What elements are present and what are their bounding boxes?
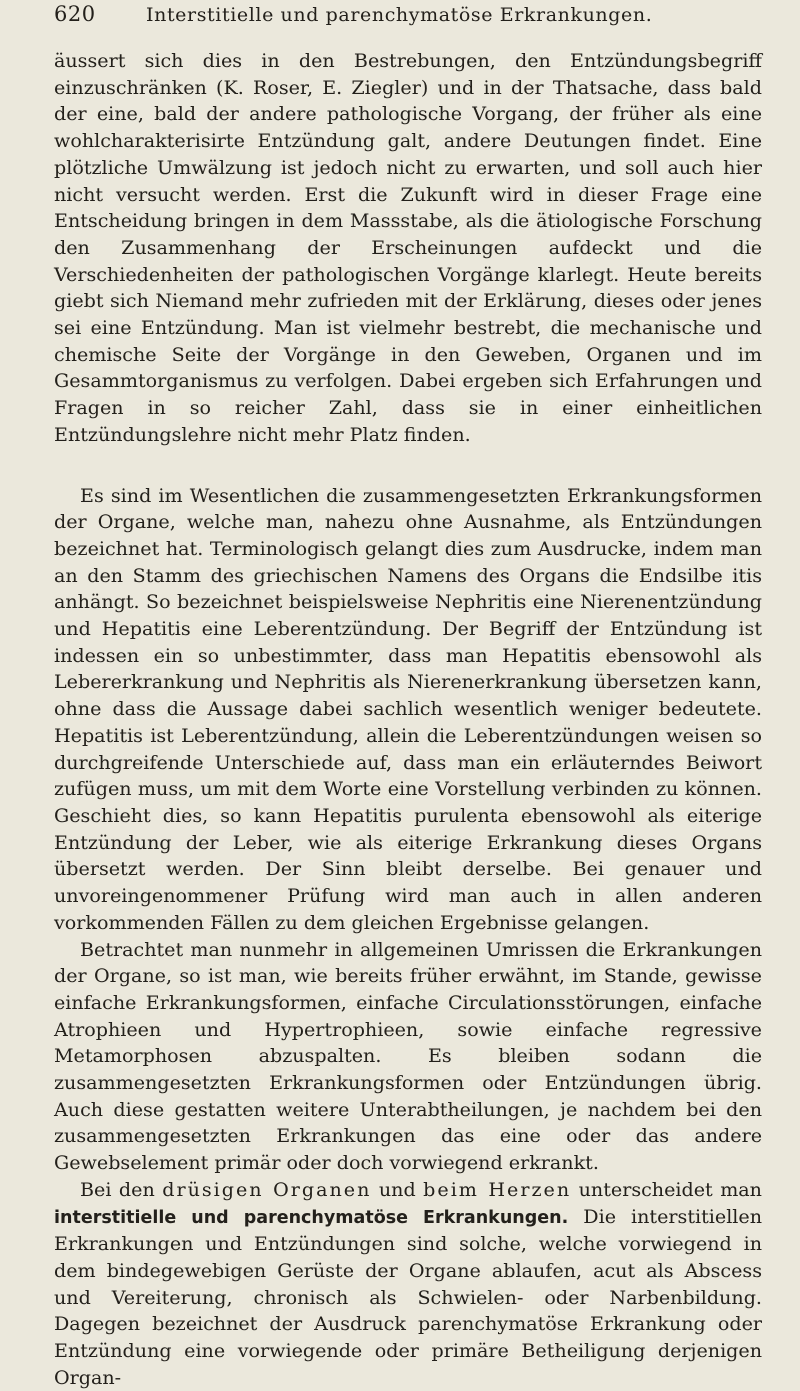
paragraph-4-text-c: unterscheidet man [571, 1177, 762, 1201]
paragraph-4-text-a: Bei den [80, 1177, 163, 1201]
paragraph-3: Betrachtet man nunmehr in allgemeinen Umrissen die Erkrankungen der Organe, so ist man, wie bereits früher erwähnt, im Stande, gewisse einfache Erkrankungsformen, einfache Circulationsstörungen, einfache Atrophieen und Hypertrophieen, sowie einfache regressive Metamorphosen abzuspalten. Es bleiben sodann die zusammengesetzten Erkrankungsformen oder Entzündungen übrig. Auch diese gestatten weitere Unterabtheilungen, je nachdem bei den zusammengesetzten Erkrankungen das eine oder das andere Gewebselement primär oder doch vorwiegend erkrankt. [54, 937, 762, 1175]
page-number: 620 [54, 2, 96, 26]
paragraph-4 [54, 1177, 762, 1391]
section-gap [54, 449, 762, 483]
spaced-term-herz: beim Herzen [423, 1177, 572, 1201]
running-head [54, 0, 762, 38]
paragraph-1: äussert sich dies in den Bestrebungen, den Entzündungsbegriff einzuschränken (K. Roser, E. Ziegler) und in der Thatsache, dass bald der eine, bald der andere pathologische Vorgang, der früher als eine wohlcharakterisirte Entzündung galt, andere Deutungen findet. Eine plötzliche Umwälzung ist jedoch nicht zu erwarten, und soll auch hier nicht versucht werden. Erst die Zukunft wird in dieser Frage eine Entscheidung bringen in dem Massstabe, als die ätiologische Forschung den Zusammenhang der Erscheinungen aufdeckt und die Verschiedenheiten der pathologischen Vorgänge klarlegt. Heute bereits giebt sich Niemand mehr zufrieden mit der Erklärung, dieses oder jenes sei eine Entzündung. Man ist vielmehr bestrebt, die mechanische und chemische Seite der Vorgänge in den Geweben, Organen und im Gesammtorganismus zu verfolgen. Dabei ergeben sich Erfahrungen und Fragen in so reicher Zahl, dass sie in einer einheitlichen Entzündungslehre nicht mehr Platz finden. [54, 49, 762, 446]
spaced-term-druesige-organe: drüsigen Organen [162, 1177, 372, 1201]
paragraph-2: Es sind im Wesentlichen die zusammengesetzten Erkrankungsformen der Organe, welche man, nahezu ohne Ausnahme, als Entzündungen bezeichnet hat. Terminologisch gelangt dies zum Ausdrucke, indem man an den Stamm des griechischen Namens des Organs die Endsilbe itis anhängt. So bezeichnet beispielsweise Nephritis eine Nierenentzündung und Hepatitis eine Leberentzündung. Der Begriff der Entzündung ist indessen ein so unbestimmter, dass man Hepatitis ebensowohl als Lebererkrankung und Nephritis als Nierenerkrankung übersetzen kann, ohne dass die Aussage dabei sachlich wesentlich weniger bedeutete. Hepatitis ist Leberentzündung, allein die Leberentzündungen weisen so durchgreifende Unterschiede auf, dass man ein erläuterndes Beiwort zufügen muss, um mit dem Worte eine Vorstellung verbinden zu können. Geschieht dies, so kann Hepatitis purulenta ebensowohl als eiterige Entzündung der Leber, wie als eiterige Erkrankung dieses Organs übersetzt werden. Der Sinn bleibt derselbe. Bei genauer und unvoreingenommener Prüfung wird man auch in allen anderen vorkommenden Fällen zu dem gleichen Ergebnisse gelangen. [54, 483, 762, 934]
body-text [54, 48, 762, 1391]
paragraph-4-text-d: Die interstitiellen Erkrankungen und Entzündungen sind solche, welche vorwiegend in dem bindegewebigen Gerüste der Organe ablaufen, acut als Abscess und Vereiterung, chronisch als Schwielen- oder Narbenbildung. Dagegen bezeichnet der Ausdruck parenchymatöse Erkrankung oder Entzündung eine vorwiegende oder primäre Betheiligung derjenigen Organ- [54, 1204, 762, 1389]
paragraph-4-text-b: und [371, 1177, 424, 1201]
emphasized-term: interstitielle und parenchymatöse Erkrankungen. [54, 1207, 569, 1228]
running-title: Interstitielle und parenchymatöse Erkrankungen. [146, 4, 653, 26]
